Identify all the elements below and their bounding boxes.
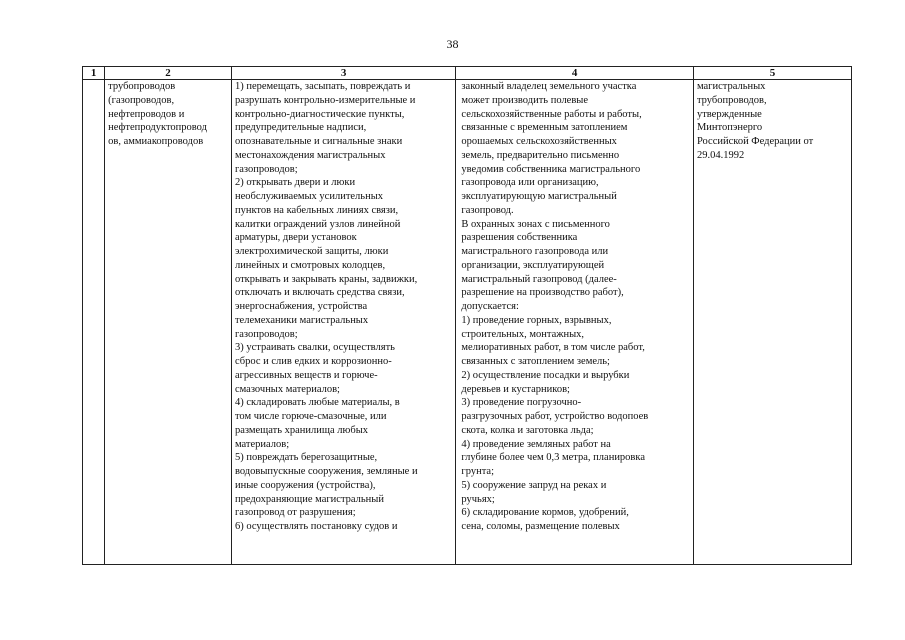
- cell-text-line: сена, соломы, размещение полевых: [461, 521, 620, 532]
- cell-text-line: опознавательные и сигнальные знаки: [234, 136, 403, 147]
- cell-text-line: 4) проведение земляных работ на: [461, 438, 611, 450]
- cell-text-line: утвержденные: [696, 108, 762, 120]
- cell-content: [86, 80, 101, 564]
- cell-text-line: газопровод.: [461, 204, 514, 216]
- cell-text-line: открывать и закрывать краны, задвижки,: [234, 273, 418, 285]
- cell-content: [235, 80, 452, 564]
- cell-text-line: связанных с затоплением земель;: [461, 356, 610, 367]
- cell-text-line: магистральный газопровод (далее-: [461, 273, 617, 285]
- column-header-1: 1: [83, 67, 105, 80]
- cell-text-line: В охранных зонах с письменного: [461, 218, 610, 230]
- cell-text-line: газопроводов;: [234, 328, 298, 340]
- cell-text-line: предохраняющие магистральный: [234, 493, 384, 505]
- table-header-row: [83, 67, 852, 80]
- cell-text-line: магистральных: [696, 81, 766, 92]
- cell-permissions: [456, 80, 694, 565]
- cell-object-type: [105, 80, 232, 565]
- cell-text-line: разгрузочных работ, устройство водопоев: [461, 411, 649, 422]
- cell-regulation: [693, 80, 851, 565]
- cell-text-line: 6) складирование кормов, удобрений,: [461, 507, 629, 519]
- cell-text-line: уведомив собственника магистрального: [461, 163, 641, 175]
- cell-text-line: 3) устраивать свалки, осуществлять: [234, 342, 395, 354]
- table-row: [83, 80, 852, 565]
- document-table: [82, 66, 852, 565]
- page-number: 38: [446, 37, 459, 51]
- cell-text-line: отключать и включать средства связи,: [234, 287, 405, 299]
- cell-text-line: допускается:: [461, 301, 519, 312]
- cell-text-line: 1) проведение горных, взрывных,: [461, 314, 612, 326]
- cell-text-line: магистрального газопровода или: [461, 246, 609, 257]
- cell-text-line: законный владелец земельного участка: [461, 81, 637, 92]
- cell-text-line: разрешение на производство работ),: [461, 287, 624, 299]
- cell-text-line: 5) сооружение запруд на реках и: [461, 479, 607, 491]
- cell-text-line: необслуживаемых усилительных: [234, 191, 384, 202]
- cell-text-line: 3) проведение погрузочно-: [461, 397, 582, 409]
- cell-text-line: контрольно-диагностические пункты,: [234, 108, 405, 120]
- column-header-3: 3: [231, 67, 455, 80]
- cell-content: [697, 80, 848, 564]
- cell-text-line: орошаемых сельскохозяйственных: [461, 136, 617, 147]
- cell-text-line: 6) осуществлять постановку судов и: [234, 521, 398, 532]
- cell-text-line: том числе горюче-смазочные, или: [234, 411, 387, 422]
- cell-text-line: местонахождения магистральных: [234, 149, 386, 161]
- cell-text-line: иные сооружения (устройства),: [234, 479, 376, 491]
- cell-text-line: может производить полевые: [461, 94, 589, 106]
- cell-content: [459, 80, 690, 564]
- cell-text-line: 29.04.1992: [696, 149, 745, 161]
- cell-text-line: (газопроводов,: [108, 94, 175, 106]
- cell-text-line: земель, предварительно письменно: [461, 149, 620, 161]
- column-header-5: 5: [693, 67, 851, 80]
- cell-text-line: материалов;: [234, 438, 290, 450]
- cell-text-line: нефтепроводов и: [108, 108, 185, 120]
- cell-text-line: разрушать контрольно-измерительные и: [234, 94, 416, 106]
- cell-text-line: сельскохозяйственные работы и работы,: [461, 108, 642, 120]
- cell-text-line: электрохимической защиты, люки: [234, 246, 389, 257]
- cell-text-line: арматуры, двери установок: [234, 232, 357, 244]
- cell-text-line: строительных, монтажных,: [461, 328, 585, 340]
- cell-text-line: связанные с временным затоплением: [461, 122, 628, 134]
- cell-text-line: 2) открывать двери и люки: [234, 177, 356, 189]
- cell-prohibitions: [231, 80, 455, 565]
- cell-text-line: 2) осуществление посадки и вырубки: [461, 369, 630, 381]
- cell-text-line: предупредительные надписи,: [234, 122, 367, 134]
- cell-text-line: сброс и слив едких и коррозионно-: [234, 356, 392, 367]
- cell-content: [108, 80, 228, 564]
- cell-text-line: глубине более чем 0,3 метра, планировка: [461, 452, 645, 464]
- cell-text-line: трубопроводов: [108, 81, 176, 92]
- column-header-4: 4: [456, 67, 694, 80]
- cell-text-line: линейных и смотровых колодцев,: [234, 259, 386, 271]
- cell-text-line: ов, аммиакопроводов: [108, 136, 204, 147]
- cell-text-line: 1) перемещать, засыпать, повреждать и: [234, 81, 411, 92]
- cell-text-line: Российской Федерации от: [696, 136, 814, 147]
- cell-text-line: калитки ограждений узлов линейной: [234, 218, 401, 230]
- cell-text-line: размещать хранилища любых: [234, 424, 369, 436]
- cell-text-line: деревьев и кустарников;: [461, 383, 570, 395]
- column-header-2: 2: [105, 67, 232, 80]
- cell-text-line: ручьях;: [461, 493, 495, 505]
- cell-text-line: мелиоративных работ, в том числе работ,: [461, 342, 645, 354]
- cell-text-line: газопровода или организацию,: [461, 177, 599, 189]
- cell-text-line: разрешения собственника: [461, 232, 578, 244]
- cell-text-line: эксплуатирующую магистральный: [461, 191, 617, 202]
- cell-text-line: Минтопэнерго: [696, 122, 763, 134]
- cell-text-line: энергоснабжения, устройства: [234, 301, 368, 312]
- cell-text-line: грунта;: [461, 466, 494, 477]
- cell-text-line: газопровод от разрушения;: [234, 507, 356, 519]
- cell-text-line: водовыпускные сооружения, земляные и: [234, 466, 418, 477]
- cell-text-line: смазочных материалов;: [234, 383, 340, 395]
- cell-text-line: скота, колка и заготовка льда;: [461, 424, 594, 436]
- cell-text-line: трубопроводов,: [696, 94, 767, 106]
- cell-text-line: организации, эксплуатирующей: [461, 259, 605, 271]
- cell-text-line: агрессивных веществ и горюче-: [234, 369, 378, 381]
- cell-text-line: 4) складировать любые материалы, в: [234, 397, 400, 409]
- cell-text-line: пунктов на кабельных линиях связи,: [234, 204, 399, 216]
- cell-text-line: 5) повреждать берегозащитные,: [234, 452, 378, 464]
- cell-text-line: газопроводов;: [234, 163, 298, 175]
- cell-text-line: телемеханики магистральных: [234, 314, 369, 326]
- cell-col-1: [83, 80, 105, 565]
- cell-text-line: нефтепродуктопровод: [108, 122, 207, 134]
